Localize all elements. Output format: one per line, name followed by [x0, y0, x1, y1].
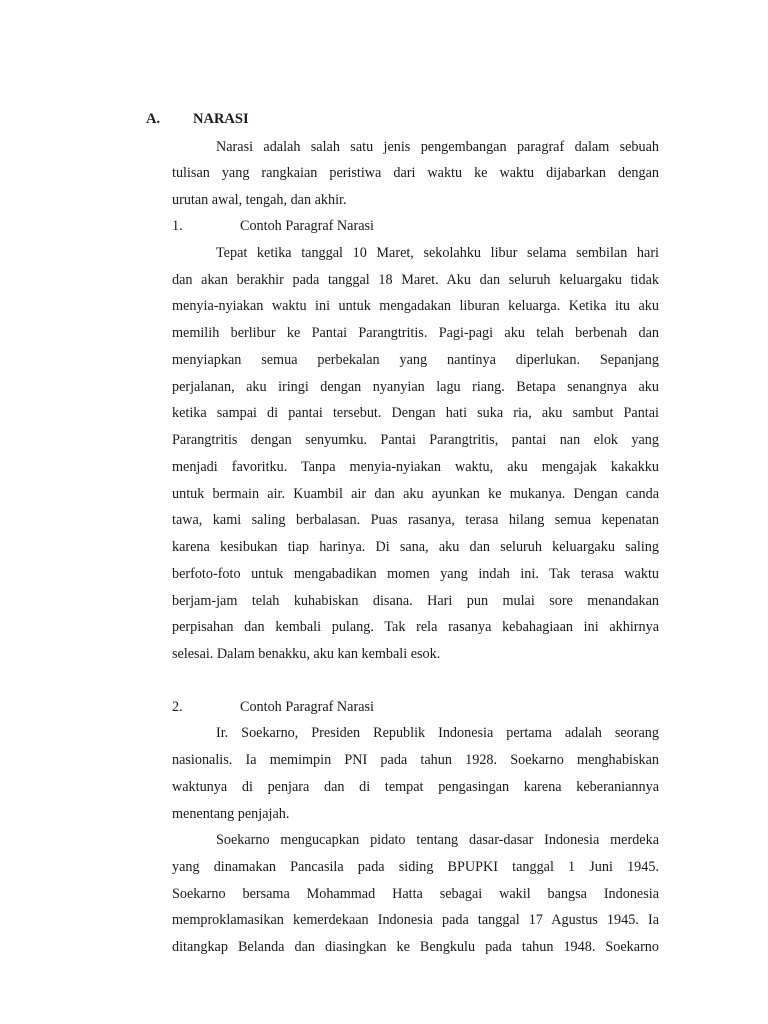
example-1-line: ketika sampai di pantai tersebut. Dengan hati suka ria, aku sambut Pantai	[172, 405, 659, 421]
example-1-line: menjadi favoritku. Tanpa menyia-nyiakan waktu, aku mengajak kakakku	[172, 459, 659, 475]
example-2-line: Ir. Soekarno, Presiden Republik Indonesia pertama adalah seorang	[216, 725, 659, 741]
example-1-line: Tepat ketika tanggal 10 Maret, sekolahku libur selama sembilan hari	[216, 245, 659, 261]
example-1-line: karena kesibukan tiap harinya. Di sana, aku dan seluruh keluargaku saling	[172, 539, 659, 555]
example-1-line: berfoto-foto untuk mengabadikan momen yang indah ini. Tak terasa waktu	[172, 566, 659, 582]
example-2-title: Contoh Paragraf Narasi	[240, 699, 374, 715]
example-1-line: perpisahan dan kembali pulang. Tak rela rasanya kebahagiaan ini akhirnya	[172, 619, 659, 635]
example-2-line: ditangkap Belanda dan diasingkan ke Bengkulu pada tahun 1948. Soekarno	[172, 939, 659, 955]
example-1-line: Parangtritis dengan senyumku. Pantai Parangtritis, pantai nan elok yang	[172, 432, 659, 448]
example-1-line: perjalanan, aku iringi dengan nyanyian lagu riang. Betapa senangnya aku	[172, 379, 659, 395]
example-1-line: memilih berlibur ke Pantai Parangtritis. Pagi-pagi aku telah berbenah dan	[172, 325, 659, 341]
example-1-line: menyia-nyiakan waktu ini untuk mengadakan liburan keluarga. Ketika itu aku	[172, 298, 659, 314]
example-2-line: waktunya di penjara dan di tempat pengasingan karena keberaniannya	[172, 779, 659, 795]
intro-line-1: Narasi adalah salah satu jenis pengembangan paragraf dalam sebuah	[216, 139, 659, 155]
example-1-number: 1.	[172, 218, 183, 234]
example-2-line: menentang penjajah.	[172, 806, 290, 822]
example-2-line: Soekarno mengucapkan pidato tentang dasar-dasar Indonesia merdeka	[216, 832, 659, 848]
example-2-line: nasionalis. Ia memimpin PNI pada tahun 1928. Soekarno menghabiskan	[172, 752, 659, 768]
intro-line-2: tulisan yang rangkaian peristiwa dari waktu ke waktu dijabarkan dengan	[172, 165, 659, 181]
example-2-number: 2.	[172, 699, 183, 715]
intro-line-3: urutan awal, tengah, dan akhir.	[172, 192, 347, 208]
example-2-line: memproklamasikan kemerdekaan Indonesia pada tanggal 17 Agustus 1945. Ia	[172, 912, 659, 928]
example-1-line: menyiapkan semua perbekalan yang nantinya diperlukan. Sepanjang	[172, 352, 659, 368]
example-1-line: selesai. Dalam benakku, aku kan kembali esok.	[172, 646, 441, 662]
section-number: A.	[146, 111, 161, 127]
example-1-line: dan akan berakhir pada tanggal 18 Maret. Aku dan seluruh keluargaku tidak	[172, 272, 659, 288]
example-1-title: Contoh Paragraf Narasi	[240, 218, 374, 234]
example-1-line: untuk bermain air. Kuambil air dan aku ayunkan ke mukanya. Dengan canda	[172, 486, 659, 502]
example-2-line: Soekarno bersama Mohammad Hatta sebagai wakil bangsa Indonesia	[172, 886, 659, 902]
example-2-line: yang dinamakan Pancasila pada siding BPUPKI tanggal 1 Juni 1945.	[172, 859, 659, 875]
section-title: NARASI	[193, 111, 249, 127]
example-1-line: tawa, kami saling berbalasan. Puas rasanya, terasa hilang semua kepenatan	[172, 512, 659, 528]
example-1-line: berjam-jam telah kuhabiskan disana. Hari pun mulai sore menandakan	[172, 593, 659, 609]
